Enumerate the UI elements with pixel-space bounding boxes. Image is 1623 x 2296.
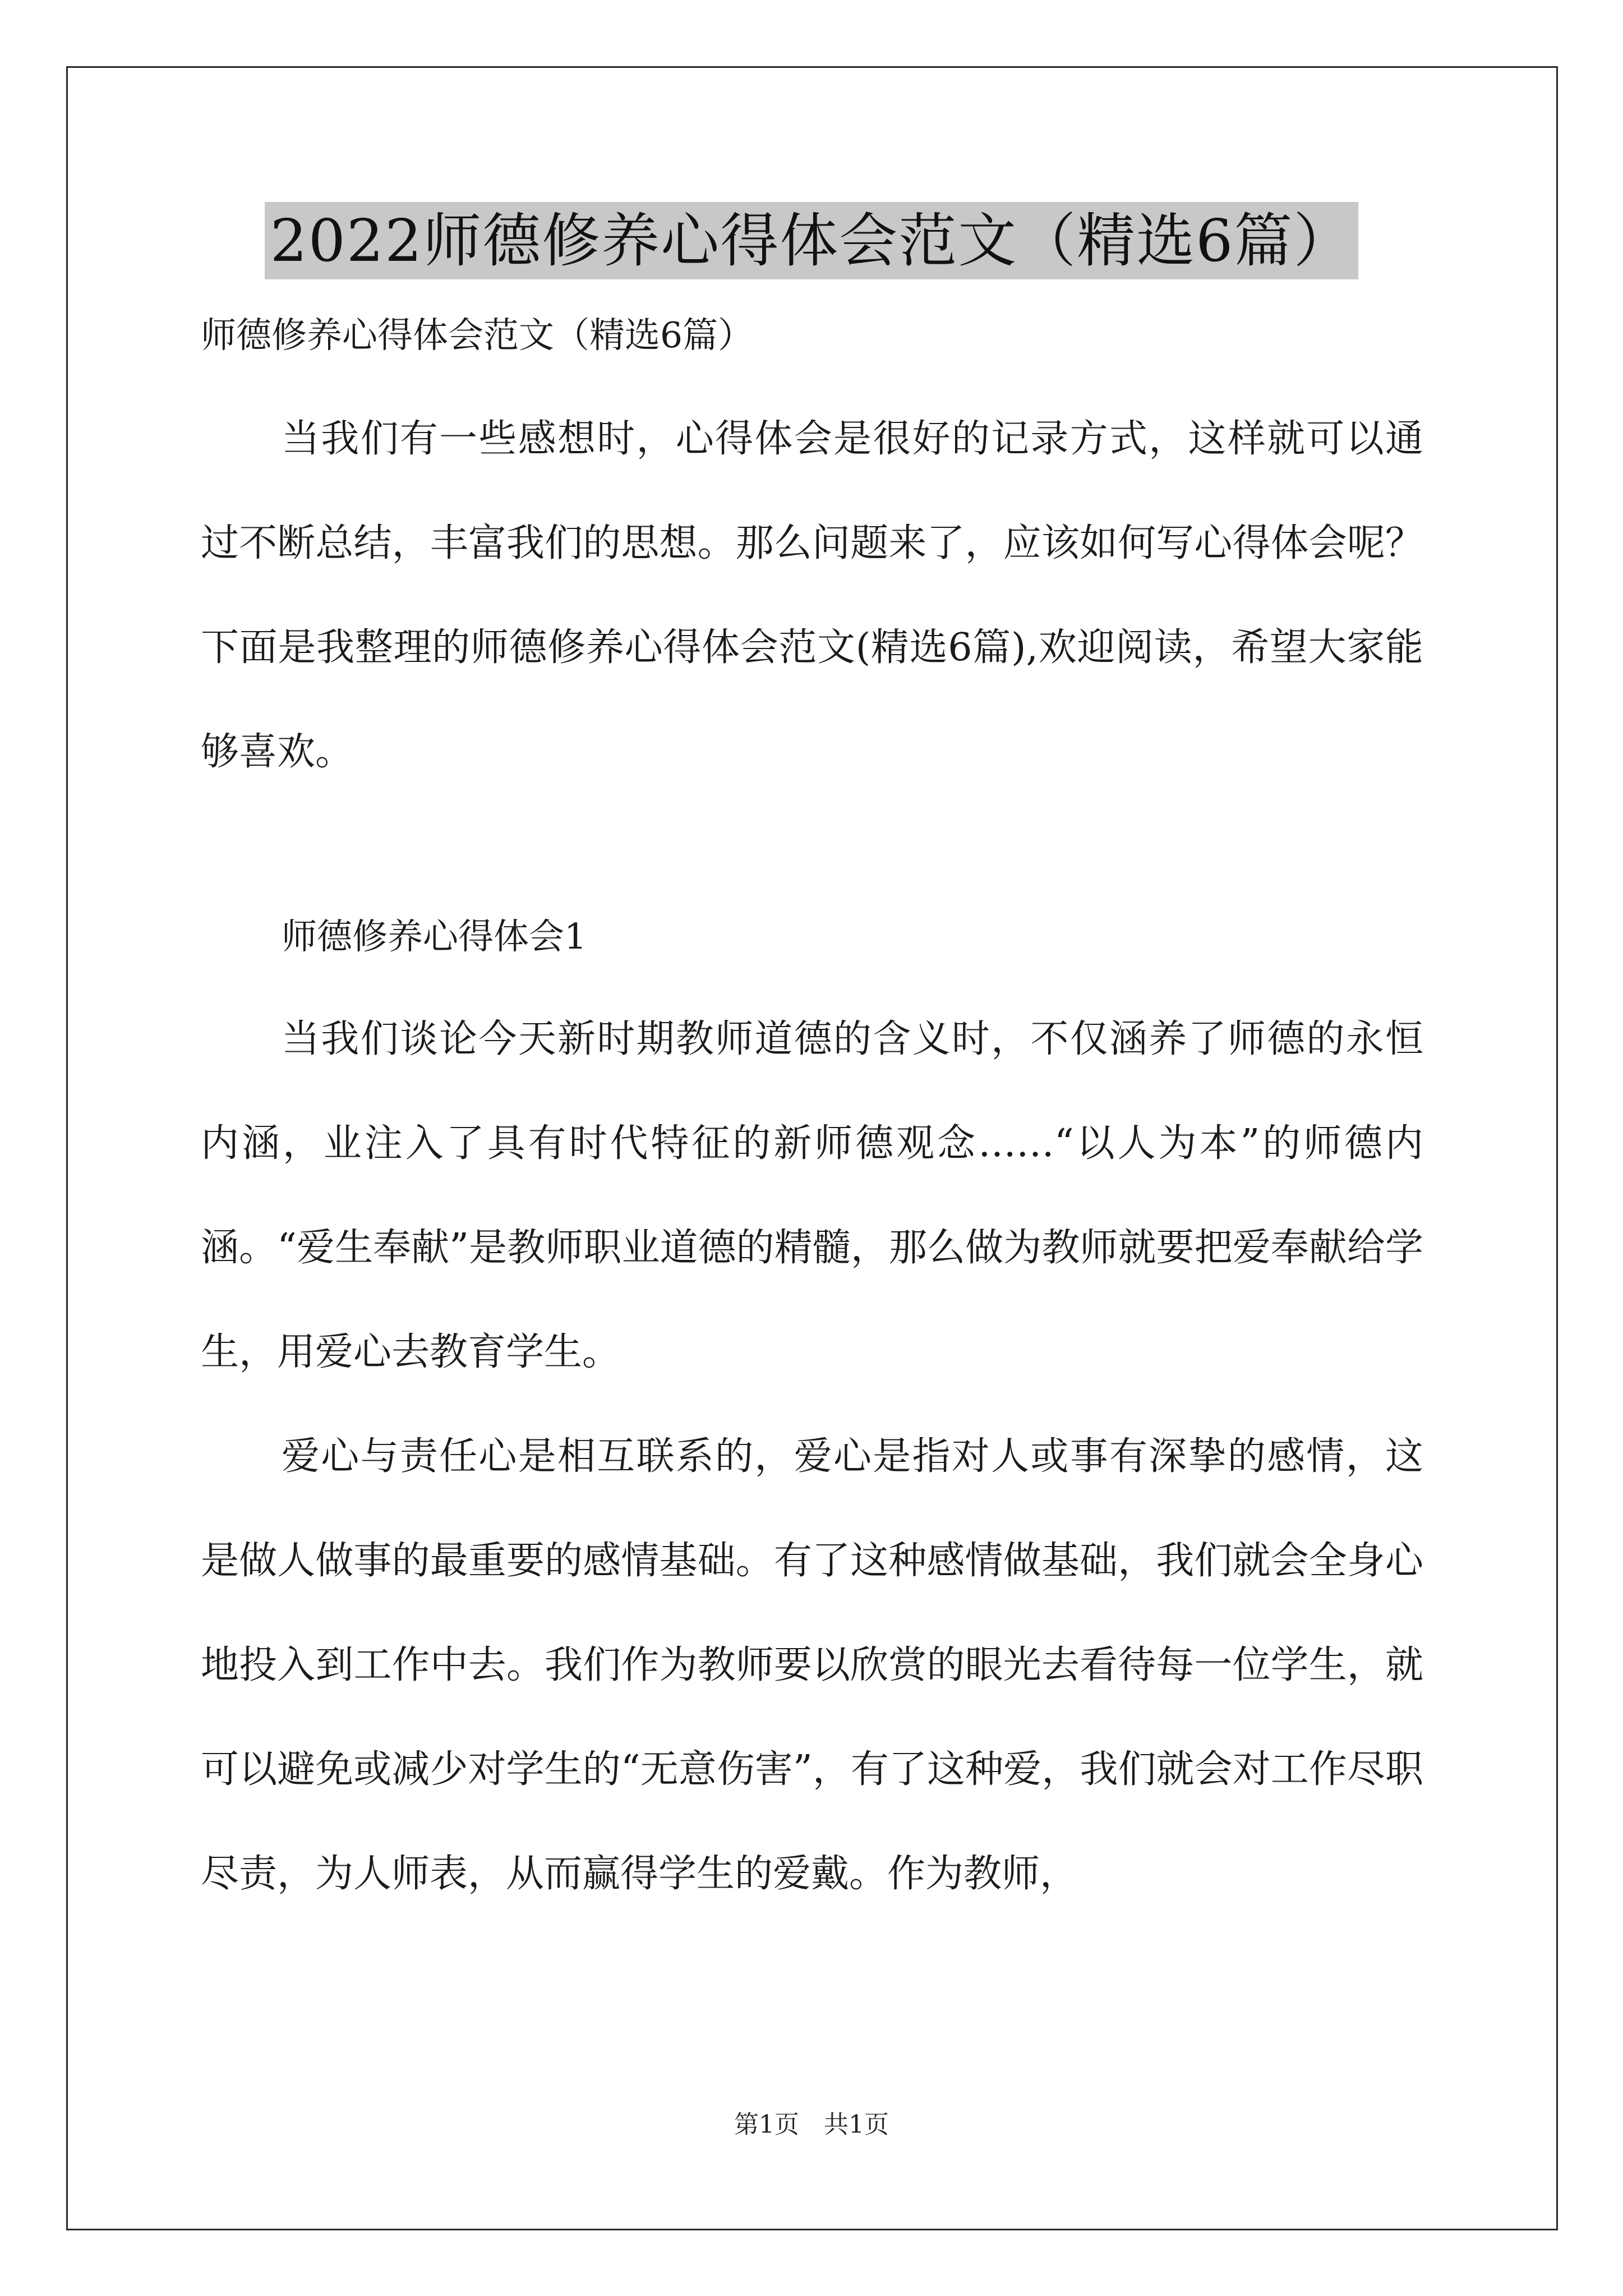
- section-heading: 师德修养心得体会1: [282, 916, 587, 957]
- body-paragraph-2: 爱心与责任心是相互联系的，爱心是指对人或事有深挚的感情，这是做人做事的最重要的感情基础。有了这种感情做基础，我们就会全身心地投入到工作中去。我们作为教师要以欣赏的眼光去看待每一位学生，就可以避免或减少对学生的“无意伤害”，有了这种爱，我们就会对工作尽职尽责，为人师表，从而赢得学生的爱戴。作为教师，: [201, 1434, 1423, 1896]
- document-body: [201, 307, 1423, 1926]
- title-container: [0, 202, 1623, 279]
- intro-paragraph: 当我们有一些感想时，心得体会是很好的记录方式，这样就可以通过不断总结，丰富我们的思想。那么问题来了，应该如何写心得体会呢？下面是我整理的师德修养心得体会范文(精选6篇),欢迎阅读，希望大家能够喜欢。: [201, 417, 1423, 774]
- page-number: 第1页: [734, 2110, 799, 2139]
- page-total: 共1页: [824, 2110, 889, 2139]
- page-footer: [0, 2108, 1623, 2142]
- document-subtitle: 师德修养心得体会范文（精选6篇）: [201, 315, 754, 356]
- body-paragraph-1: 当我们谈论今天新时期教师道德的含义时，不仅涵养了师德的永恒内涵，业注入了具有时代特征的新师德观念……“以人为本”的师德内涵。“爱生奉献”是教师职业道德的精髓，那么做为教师就要把爱奉献给学生，用爱心去教育学生。: [201, 1017, 1423, 1374]
- document-title: 2022师德修养心得体会范文（精选6篇）: [265, 202, 1359, 279]
